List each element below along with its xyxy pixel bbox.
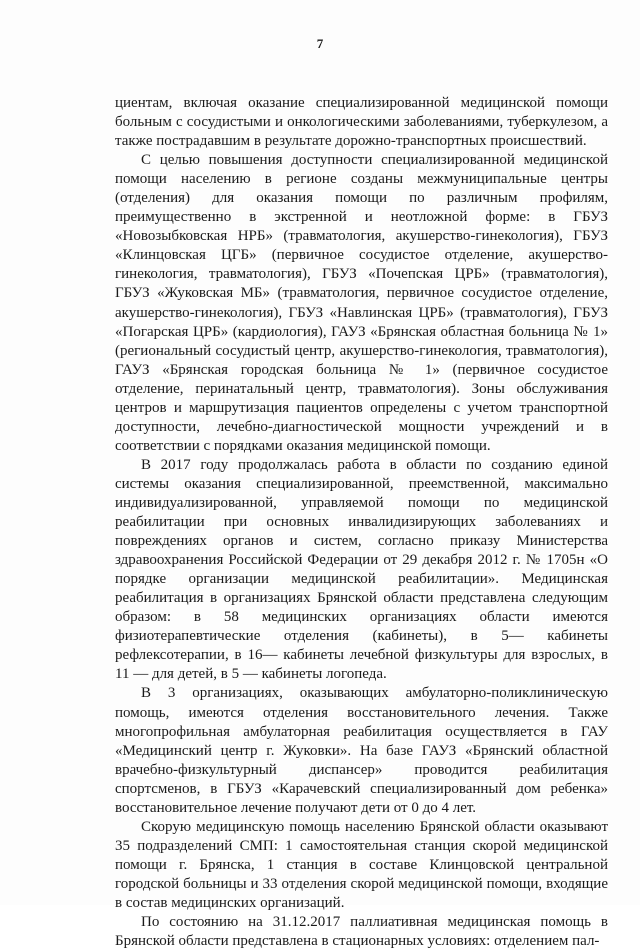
paragraph-palliative-care: По состоянию на 31.12.2017 паллиативная медицинская помощь в Брянской области представлена в стационарных условиях: отделением пал-: [115, 914, 608, 950]
paragraph-interregional-centers: С целью повышения доступности специализированной медицинской помощи населению в регионе созданы межмуниципальные центры (отделения) для оказания помощи по различным профилям, преимущественно в экстренной и неотложной форме: в ГБУЗ «Новозыбковская НРБ» (травматология, акушерство-гинекология), ГБУЗ «Клинцовская ЦГБ» (первичное сосудистое отделение, акушерство-гинекология, травматология), ГБУЗ «Почепская ЦРБ» (травматология), ГБУЗ «Жуковская МБ» (травматология, первичное сосудистое отделение, акушерство-гинекология), ГБУЗ «Навлинская ЦРБ» (травматология), ГБУЗ «Погарская ЦРБ» (кардиология), ГАУЗ «Брянская областная больница № 1» (региональный сосудистый центр, акушерство-гинекология, травматология), ГАУЗ «Брянская городская больница № 1» (первичное сосудистое отделение, перинатальный центр, травматология). Зоны обслуживания центров и маршрутизация пациентов определены с учетом транспортной доступности, лечебно-диагностической мощности учреждений и в соответствии с порядками оказания медицинской помощи.: [115, 152, 608, 454]
paragraph-emergency-care: Скорую медицинскую помощь населению Брянской области оказывают 35 подразделений СМП: 1 самостоятельная станция скорой медицинской помощи г. Брянска, 1 станция в составе Клинцовской центральной городской больницы и 33 отделения скорой медицинской помощи, входящие в состав медицинских организаций.: [115, 818, 608, 911]
paragraph-medical-rehabilitation: В 2017 году продолжалась работа в области по созданию единой системы оказания специализированной, преемственной, максимально индивидуализированной, управляемой помощи по медицинской реабилитации при основных инвалидизирующих заболеваниях и повреждениях органов и систем, согласно приказу Министерства здравоохранения Российской Федерации от 29 декабря 2012 г. № 1705н «О порядке организации медицинской реабилитации». Медицинская реабилитация в организациях Брянской области представлена следующим образом: в 58 медицинских организациях области имеются физиотерапевтические отделения (кабинеты), в 5— кабинеты рефлексотерапии, в 16— кабинеты лечебной физкультуры для взрослых, в 11 — для детей, в 5 — кабинеты логопеда.: [115, 456, 608, 683]
document-body: [115, 94, 608, 951]
paragraph-outpatient-rehabilitation: В 3 организациях, оказывающих амбулаторно-поликлиническую помощь, имеются отделения восстановительного лечения. Также многопрофильная амбулаторная реабилитация осуществляется в ГАУ «Медицинский центр г. Жуковки». На базе ГАУЗ «Брянский областной врачебно-физкультурный диспансер» проводится реабилитация спортсменов, в ГБУЗ «Карачевский специализированный дом ребенка» восстановительное лечение получают дети от 0 до 4 лет.: [115, 685, 608, 816]
paragraph-continuation: циентам, включая оказание специализированной медицинской помощи больным с сосудистыми и онкологическими заболеваниями, туберкулезом, а также пострадавшим в результате дорожно-транспортных происшествий.: [115, 95, 608, 150]
page-number: 7: [316, 36, 324, 51]
